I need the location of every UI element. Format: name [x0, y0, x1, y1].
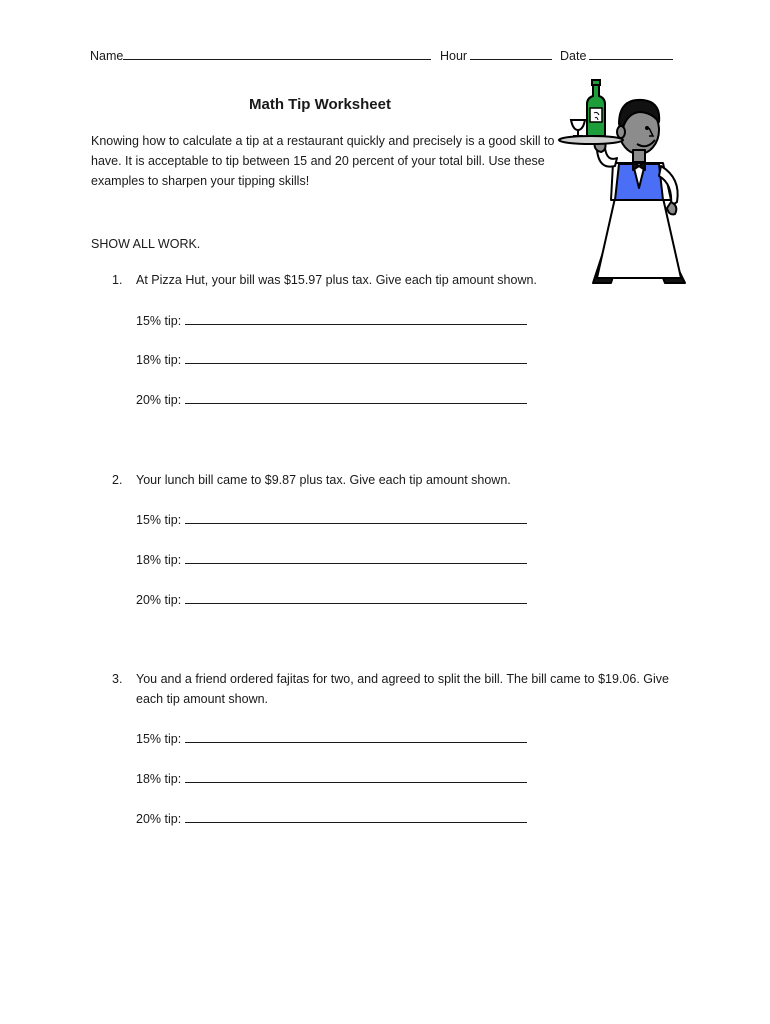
- question-text: At Pizza Hut, your bill was $15.97 plus tax. Give each tip amount shown.: [136, 273, 537, 287]
- tip-answer-line[interactable]: [136, 729, 527, 746]
- tip-label: 15% tip:: [136, 513, 182, 527]
- intro-paragraph: Knowing how to calculate a tip at a restaurant quickly and precisely is a good skill to have. It is acceptable to tip between 15 and 20 percent of your total bill. Use these examples to sharpen your tipping skills!: [91, 134, 555, 188]
- name-blank[interactable]: [123, 46, 431, 60]
- tip-label: 18% tip:: [136, 772, 182, 786]
- tip-answer-line[interactable]: [136, 809, 527, 826]
- date-blank[interactable]: [589, 46, 673, 60]
- show-work-instruction: SHOW ALL WORK.: [91, 237, 201, 251]
- question-number: 3.: [112, 672, 123, 686]
- answer-blank[interactable]: [185, 390, 527, 404]
- tip-label: 20% tip:: [136, 593, 182, 607]
- tip-answer-line[interactable]: [136, 769, 527, 786]
- answer-blank[interactable]: [185, 550, 527, 564]
- tip-label: 18% tip:: [136, 353, 182, 367]
- question-number: 1.: [112, 273, 123, 287]
- tip-answer-line[interactable]: [136, 510, 527, 527]
- tip-label: 18% tip:: [136, 553, 182, 567]
- tip-answer-line[interactable]: [136, 390, 527, 407]
- date-field[interactable]: [560, 46, 673, 63]
- tip-answer-line[interactable]: [136, 550, 527, 567]
- answer-blank[interactable]: [185, 769, 527, 783]
- name-field[interactable]: [90, 46, 431, 63]
- tip-label: 20% tip:: [136, 812, 182, 826]
- answer-blank[interactable]: [185, 809, 527, 823]
- answer-blank[interactable]: [185, 350, 527, 364]
- tip-answer-line[interactable]: [136, 311, 527, 328]
- question-3: [112, 669, 672, 709]
- question-text: Your lunch bill came to $9.87 plus tax. Give each tip amount shown.: [136, 473, 511, 487]
- hour-label: Hour: [440, 49, 468, 63]
- answer-blank[interactable]: [185, 510, 527, 524]
- hour-field[interactable]: [440, 46, 552, 63]
- answer-blank[interactable]: [185, 590, 527, 604]
- tip-label: 20% tip:: [136, 393, 182, 407]
- tip-label: 15% tip:: [136, 314, 182, 328]
- date-label: Date: [560, 49, 587, 63]
- tip-answer-line[interactable]: [136, 350, 527, 367]
- tip-answer-line[interactable]: [136, 590, 527, 607]
- hour-blank[interactable]: [470, 46, 552, 60]
- tip-label: 15% tip:: [136, 732, 182, 746]
- waiter-clipart-icon: [553, 78, 693, 290]
- answer-blank[interactable]: [185, 311, 527, 325]
- answer-blank[interactable]: [185, 729, 527, 743]
- question-2: [112, 470, 672, 490]
- name-label: Name: [90, 49, 124, 63]
- student-info-header: [90, 46, 680, 66]
- question-text: You and a friend ordered fajitas for two, and agreed to split the bill. The bill came to $19.06. Give each tip amount shown.: [136, 672, 669, 706]
- question-number: 2.: [112, 473, 123, 487]
- worksheet-title: Math Tip Worksheet: [249, 96, 391, 113]
